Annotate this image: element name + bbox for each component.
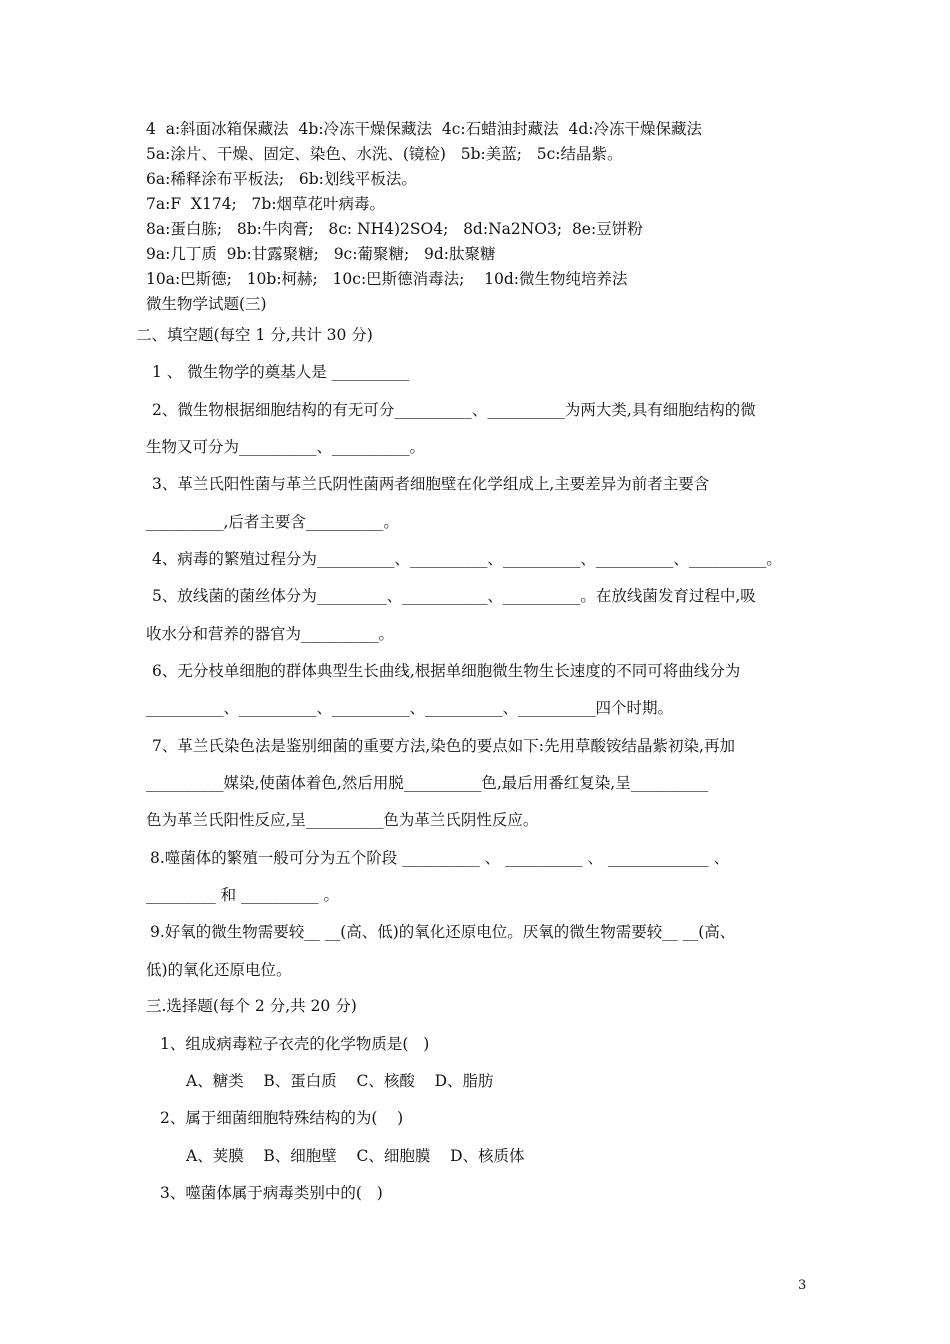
answer-line-9: 9a:几丁质 9b:甘露聚糖; 9c:葡聚糖; 9d:肽聚糖 <box>146 245 496 263</box>
fill-question-7-line-2: __________媒染,使菌体着色,然后用脱__________色,最后用番红复染,呈__________ <box>146 774 709 792</box>
fill-question-8-line-2: _________ 和 __________ 。 <box>146 886 340 904</box>
exam-title: 微生物学试题(三) <box>146 295 267 313</box>
fill-question-5-line-1: 5、放线菌的菌丝体分为_________、___________、__________。在放线菌发育过程中,吸 <box>152 587 756 605</box>
choice-section-heading: 三.选择题(每个 2 分,共 20 分) <box>146 997 357 1015</box>
fill-question-9-line-1: 9.好氧的微生物需要较__ __(高、低)的氧化还原电位。厌氧的微生物需要较__ __(高、 <box>150 923 736 941</box>
answer-line-6: 6a:稀释涂布平板法; 6b:划线平板法。 <box>146 170 417 188</box>
fill-question-6-line-2: __________、__________、__________、__________、__________四个时期。 <box>146 699 674 717</box>
fill-question-7-line-3: 色为革兰氏阳性反应,呈__________色为革兰氏阴性反应。 <box>146 811 539 829</box>
answer-line-5: 5a:涂片、干燥、固定、染色、水洗、(镜检) 5b:美蓝; 5c:结晶紫。 <box>146 145 623 163</box>
page-number: 3 <box>798 1278 807 1293</box>
fill-question-6-line-1: 6、无分枝单细胞的群体典型生长曲线,根据单细胞微生物生长速度的不同可将曲线分为 <box>152 662 741 680</box>
answer-line-10: 10a:巴斯德; 10b:柯赫; 10c:巴斯德消毒法; 10d:微生物纯培养法 <box>146 270 628 288</box>
fill-question-4: 4、病毒的繁殖过程分为__________、__________、__________、__________、__________。 <box>152 550 782 568</box>
choice-question-2-options: A、荚膜 B、细胞壁 C、细胞膜 D、核质体 <box>186 1147 525 1165</box>
answer-line-7: 7a:F X174; 7b:烟草花叶病毒。 <box>146 195 386 213</box>
fill-question-3-line-1: 3、革兰氏阳性菌与革兰氏阴性菌两者细胞壁在化学组成上,主要差异为前者主要含 <box>152 475 710 493</box>
fill-question-3-line-2: __________,后者主要含__________。 <box>146 513 399 531</box>
fill-question-8-line-1: 8.噬菌体的繁殖一般可分为五个阶段 __________ 、 __________ 、 _____________ 、 <box>150 849 730 867</box>
choice-question-2: 2、属于细菌细胞特殊结构的为( ) <box>160 1109 404 1127</box>
fill-section-heading: 二、填空题(每空 1 分,共计 30 分) <box>136 326 373 344</box>
fill-question-2-line-1: 2、微生物根据细胞结构的有无可分__________、__________为两大类,具有细胞结构的微 <box>152 401 756 419</box>
answer-line-4: 4 a:斜面冰箱保藏法 4b:冷冻干燥保藏法 4c:石蜡油封藏法 4d:冷冻干燥保藏法 <box>146 120 703 138</box>
fill-question-1: 1 、 微生物学的奠基人是 __________ <box>152 363 410 381</box>
answer-line-8: 8a:蛋白胨; 8b:牛肉膏; 8c: NH4)2SO4; 8d:Na2NO3; 8e:豆饼粉 <box>146 220 643 238</box>
fill-question-5-line-2: 收水分和营养的器官为__________。 <box>146 625 395 643</box>
choice-question-1: 1、组成病毒粒子衣壳的化学物质是( ) <box>160 1035 430 1053</box>
choice-question-3: 3、噬菌体属于病毒类别中的( ) <box>160 1184 383 1202</box>
choice-question-1-options: A、糖类 B、蛋白质 C、核酸 D、脂肪 <box>186 1072 494 1090</box>
fill-question-7-line-1: 7、革兰氏染色法是鉴别细菌的重要方法,染色的要点如下:先用草酸铵结晶紫初染,再加 <box>152 737 735 755</box>
fill-question-9-line-2: 低)的氧化还原电位。 <box>146 961 292 979</box>
fill-question-2-line-2: 生物又可分为__________、__________。 <box>146 438 426 456</box>
